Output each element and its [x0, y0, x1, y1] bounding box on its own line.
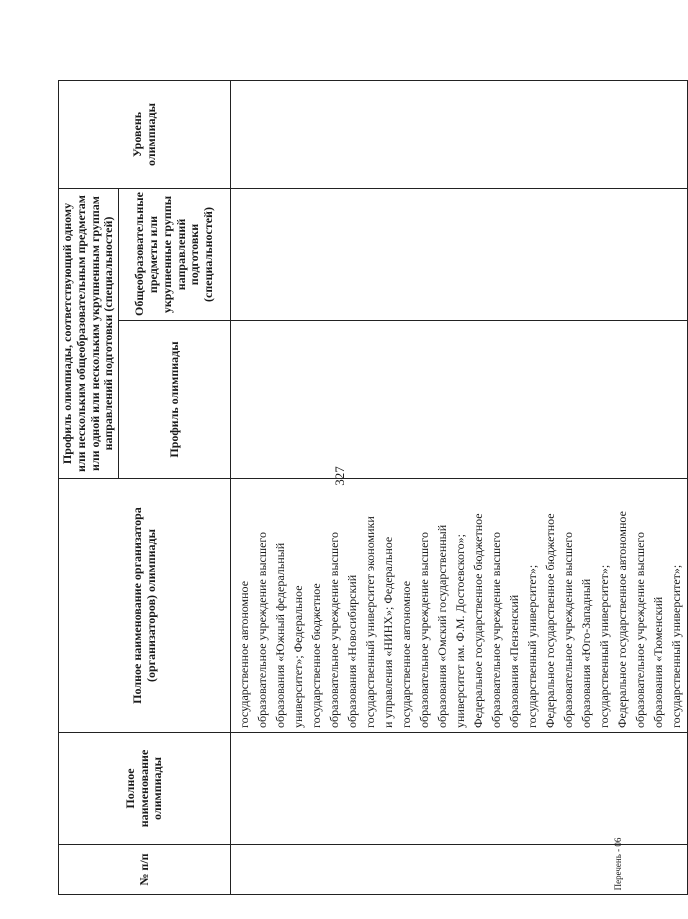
footer-label: Перечень - 06	[613, 837, 623, 891]
header-profile-group: Профиль олимпиады, соответствующий одному или нескольким общеобразовательным предметам или одной или нескольким укрупненным группам направлений подготовки (специальностей)	[59, 189, 119, 479]
header-row-1	[59, 81, 119, 895]
organizer-line: образования «Южный федеральный	[273, 542, 288, 728]
organizer-line: государственное автономное	[399, 580, 414, 728]
header-level: Уровень олимпиады	[59, 81, 231, 189]
header-full-name: Полное наименование олимпиады	[59, 733, 231, 845]
organizer-line: образовательное учреждение высшего	[561, 531, 576, 728]
organizer-line: государственное автономное	[237, 580, 252, 728]
organizer-line: образовательное учреждение высшего	[327, 531, 342, 728]
organizer-line: образования «Новосибирский	[345, 574, 360, 728]
organizer-line: образовательное учреждение высшего	[417, 531, 432, 728]
organizer-line: университет им. Ф.М. Достоевского»;	[453, 534, 468, 728]
organizer-line: образовательное учреждение высшего	[255, 531, 270, 728]
organizer-line: образования «Омский государственный	[435, 524, 450, 728]
header-organizer: Полное наименование организатора (организаторов) олимпиады	[59, 479, 231, 733]
organizer-line: государственный университет экономики	[363, 516, 378, 728]
header-profile: Профиль олимпиады	[119, 321, 231, 479]
header-subjects: Общеобразовательные предметы или укрупненные группы направлений подготовки (специальностей)	[119, 189, 231, 321]
page-number: 327	[332, 466, 347, 486]
cell-level	[231, 81, 688, 189]
cell-full-name	[231, 733, 688, 845]
organizer-line: государственный университет»;	[669, 564, 684, 728]
table-row	[231, 81, 688, 895]
cell-profile	[231, 321, 688, 479]
organizer-line: государственное бюджетное	[309, 583, 324, 728]
organizer-line: образовательное учреждение высшего	[489, 531, 504, 728]
cell-subjects	[231, 189, 688, 321]
organizer-line: государственный университет»;	[597, 564, 612, 728]
organizer-line: образования «Тюменский	[651, 596, 666, 728]
organizer-line: Федеральное государственное автономное	[615, 511, 630, 728]
organizer-line: Федеральное государственное бюджетное	[543, 513, 558, 728]
organizer-line: государственный университет»;	[525, 564, 540, 728]
header-num: № п/п	[59, 845, 231, 895]
olympiad-table	[58, 80, 688, 895]
organizer-line: университет»; Федеральное	[291, 585, 306, 728]
organizer-line: образовательное учреждение высшего	[633, 531, 648, 728]
organizer-line: образования «Юго-Западный	[579, 578, 594, 728]
organizer-line: образования «Пензенский	[507, 594, 522, 728]
cell-organizer	[231, 479, 688, 733]
organizer-line: Федеральное государственное бюджетное	[471, 513, 486, 728]
organizer-line: и управления «НИНХ»; Федеральное	[381, 536, 396, 728]
